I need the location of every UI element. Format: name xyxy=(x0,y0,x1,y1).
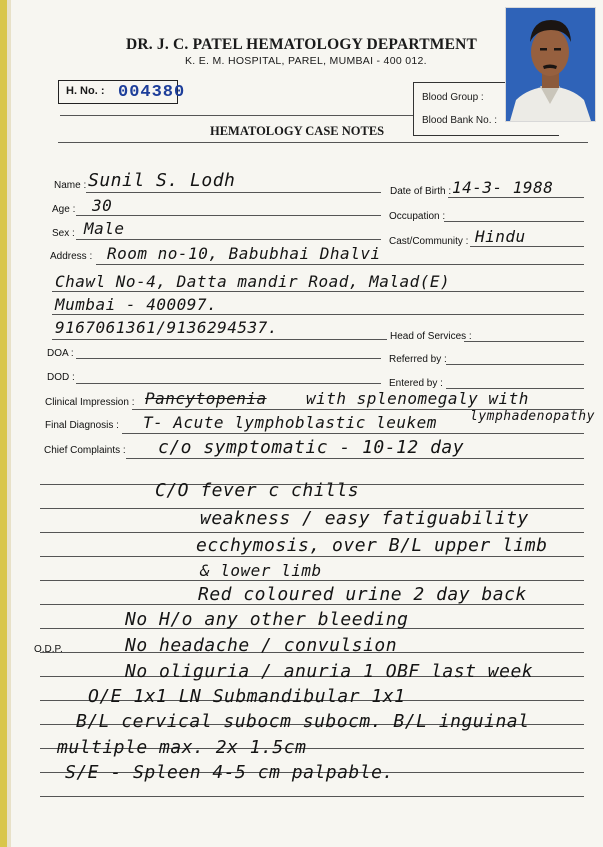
note-line: No H/o any other bleeding xyxy=(125,609,409,630)
head-of-services-rule xyxy=(464,341,584,342)
blood-bank-label: Blood Bank No. : xyxy=(422,115,498,126)
note-line: S/E - Spleen 4-5 cm palpable. xyxy=(65,762,394,783)
hno-value: 004380 xyxy=(118,83,186,102)
entered-by-label: Entered by : xyxy=(389,378,443,389)
sex-value: Male xyxy=(84,219,125,238)
hospital-address: K. E. M. HOSPITAL, PAREL, MUMBAI - 400 012. xyxy=(185,55,427,67)
referred-by-rule xyxy=(446,364,584,365)
chief-complaint-value: c/o symptomatic - 10-12 day xyxy=(158,437,465,458)
age-label: Age : xyxy=(52,204,76,215)
blood-group-label: Blood Group : xyxy=(422,92,484,103)
note-rule xyxy=(40,796,584,797)
age-rule xyxy=(76,215,381,216)
page-title: HEMATOLOGY CASE NOTES xyxy=(210,124,385,138)
title-rule xyxy=(58,142,588,143)
occupation-label: Occupation : xyxy=(389,211,446,222)
final-diagnosis-value: T- Acute lymphoblastic leukem xyxy=(143,413,437,432)
name-rule xyxy=(86,192,381,193)
note-rule xyxy=(40,580,584,581)
note-line: No headache / convulsion xyxy=(125,635,398,656)
note-rule xyxy=(40,532,584,533)
note-line: No oliguria / anuria 1 OBF last week xyxy=(125,661,534,682)
note-line: O/E 1x1 LN Submandibular 1x1 xyxy=(88,686,406,707)
header-rule xyxy=(60,115,413,116)
address-line-3: Mumbai - 400097. xyxy=(55,295,218,314)
dob-value: 14-3- 1988 xyxy=(452,178,554,197)
page-edge xyxy=(0,0,7,847)
address-label: Address : xyxy=(50,251,93,262)
address-line-1: Room no-10, Babubhai Dhalvi xyxy=(107,244,381,263)
address-line-2: Chawl No-4, Datta mandir Road, Malad(E) xyxy=(55,272,451,291)
caste-rule xyxy=(470,246,584,247)
doa-label: DOA : xyxy=(47,348,74,359)
final-diagnosis-rule xyxy=(122,433,584,434)
clinical-impression-struck: Pancytopenia xyxy=(145,389,267,408)
sex-label: Sex : xyxy=(52,228,75,239)
chief-complaints-rule xyxy=(126,458,584,459)
dod-label: DOD : xyxy=(47,372,75,383)
dod-rule xyxy=(76,383,381,384)
chief-complaints-label: Chief Complaints : xyxy=(44,445,126,456)
note-rule xyxy=(40,556,584,557)
dob-label: Date of Birth : xyxy=(390,186,452,197)
final-diagnosis-label: Final Diagnosis : xyxy=(45,420,119,431)
head-of-services-label: Head of Services : xyxy=(390,331,472,342)
caste-label: Cast/Community : xyxy=(389,236,469,247)
referred-by-label: Referred by : xyxy=(389,354,447,365)
sex-rule xyxy=(76,239,381,240)
clinical-impression-value: with splenomegaly with xyxy=(306,389,529,408)
name-value: Sunil S. Lodh xyxy=(88,170,236,191)
note-line: C/O fever c chills xyxy=(155,480,360,501)
name-label: Name : xyxy=(54,180,87,191)
note-line: multiple max. 2x 1.5cm xyxy=(57,737,307,758)
clinical-impression-superscript: lymphadenopathy xyxy=(470,409,595,424)
address-rule-1 xyxy=(96,264,584,265)
note-line: & lower limb xyxy=(200,561,322,580)
dob-rule xyxy=(448,197,584,198)
occupation-rule xyxy=(444,221,584,222)
note-line: Red coloured urine 2 day back xyxy=(198,584,527,605)
department-title: DR. J. C. PATEL HEMATOLOGY DEPARTMENT xyxy=(126,36,478,53)
phone-numbers: 9167061361/9136294537. xyxy=(55,318,278,337)
phone-rule xyxy=(52,339,387,340)
caste-value: Hindu xyxy=(475,227,526,246)
note-line: B/L cervical subocm subocm. B/L inguinal xyxy=(76,711,530,732)
hno-label: H. No. : xyxy=(66,85,105,97)
doa-rule xyxy=(76,358,381,359)
patient-photo xyxy=(505,7,596,122)
patient-photo-figure xyxy=(506,8,595,121)
address-rule-3 xyxy=(52,314,584,315)
odp-label: O.D.P. xyxy=(34,644,63,655)
clinical-impression-label: Clinical Impression : xyxy=(45,397,135,408)
note-line: ecchymosis, over B/L upper limb xyxy=(196,535,548,556)
age-value: 30 xyxy=(92,196,113,215)
address-rule-2 xyxy=(52,291,584,292)
note-line: weakness / easy fatiguability xyxy=(200,508,529,529)
